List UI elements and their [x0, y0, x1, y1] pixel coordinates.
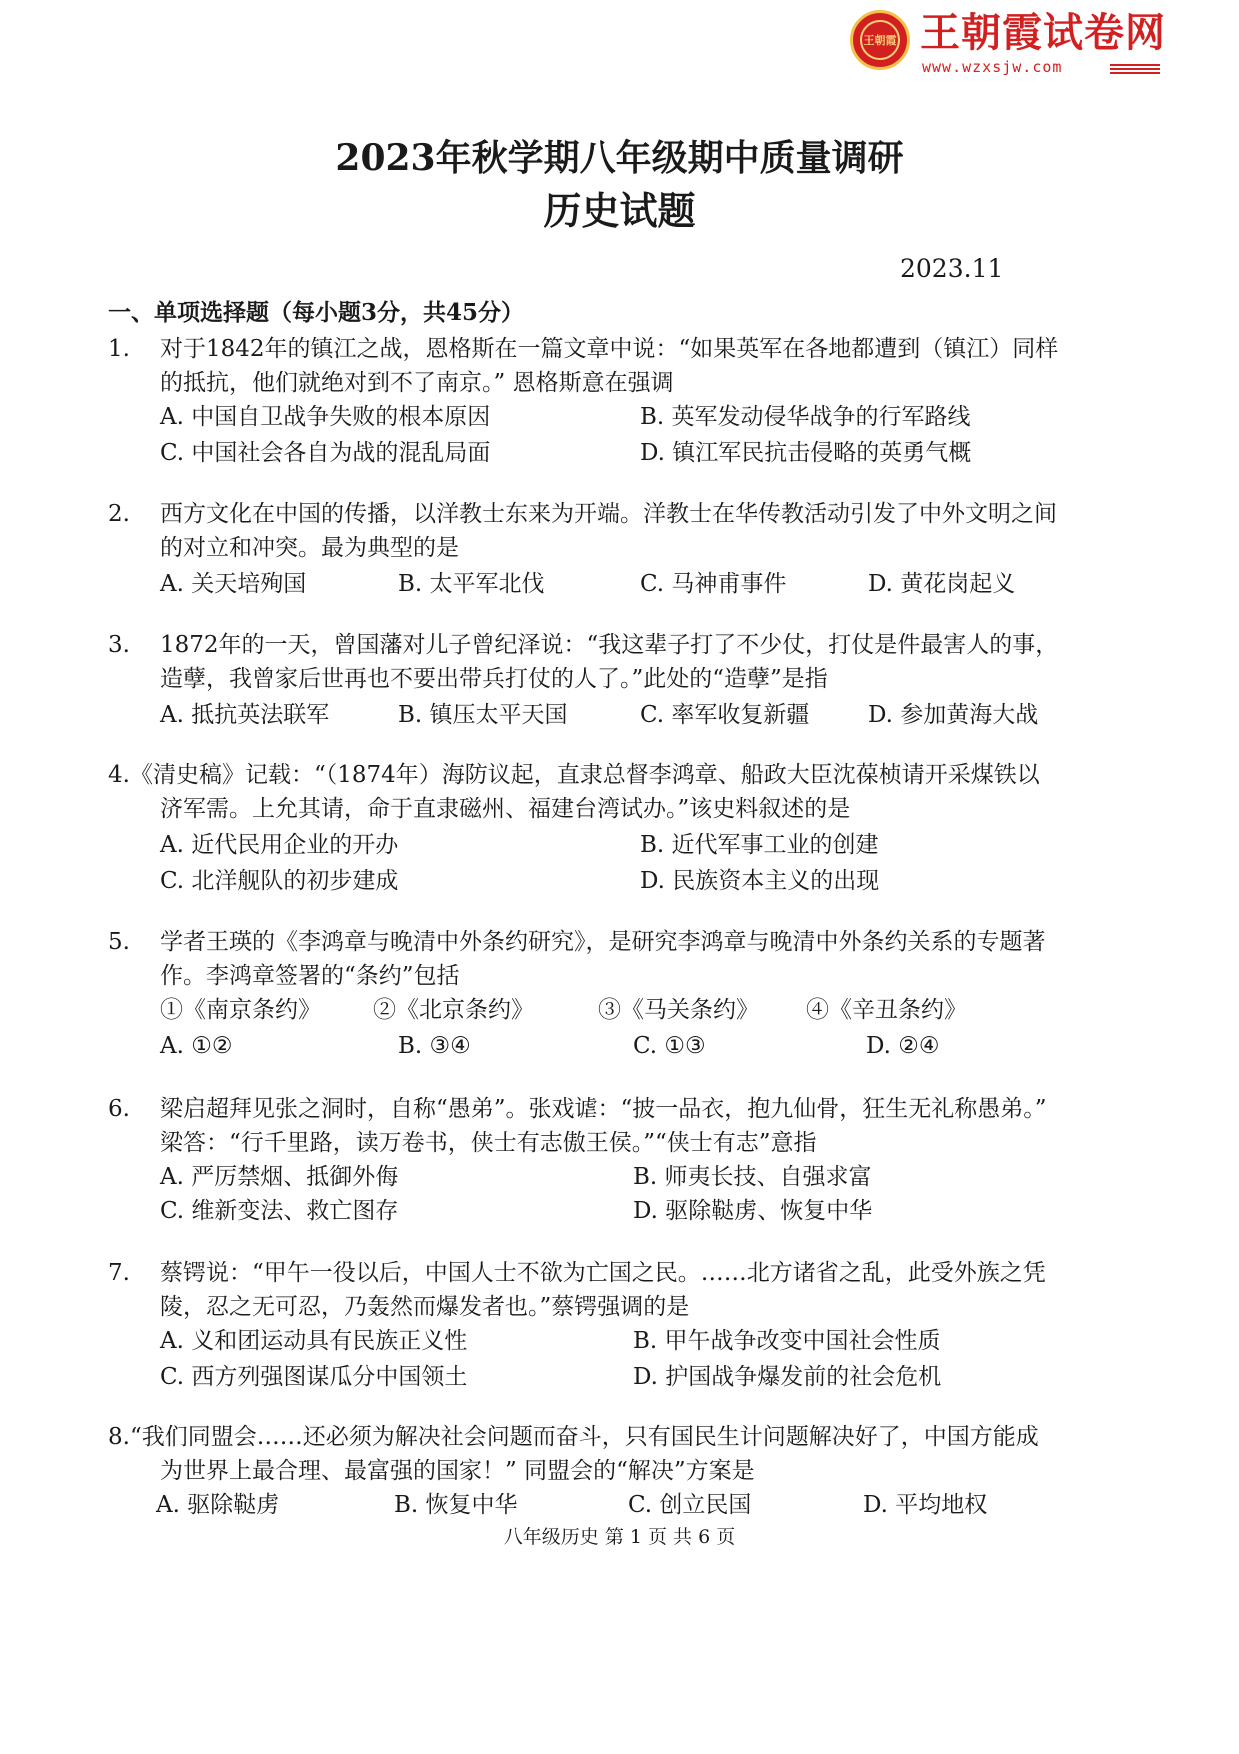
option-d[interactable]: D. 镇江军民抗击侵略的英勇气概 — [640, 440, 972, 466]
question-text: 西方文化在中国的传播，以洋教士东来为开端。洋教士在华传教活动引发了中外文明之间 — [160, 501, 1057, 527]
option-d[interactable]: D. 参加黄海大战 — [868, 702, 1039, 728]
option-c[interactable]: C. 创立民国 — [628, 1492, 752, 1518]
question-text: 陵，忍之无可忍，乃轰然而爆发者也。”蔡锷强调的是 — [160, 1294, 690, 1320]
question-6 — [108, 1092, 1098, 1224]
page-footer: 八年级历史 第 1 页 共 6 页 — [503, 1526, 736, 1548]
question-8 — [108, 1420, 1098, 1518]
option-b[interactable]: B. 英军发动侵华战争的行军路线 — [640, 404, 971, 430]
statement-3: ③《马关条约》 — [598, 997, 759, 1023]
question-text: 学者王瑛的《李鸿章与晚清中外条约研究》，是研究李鸿章与晚清中外条约关系的专题著 — [160, 929, 1046, 955]
exam-date: 2023.11 — [900, 254, 1004, 283]
option-a[interactable]: A. 关天培殉国 — [160, 571, 307, 597]
question-4 — [108, 758, 1098, 894]
option-a[interactable]: A. ①② — [160, 1033, 233, 1059]
option-d[interactable]: D. 黄花岗起义 — [868, 571, 1016, 597]
question-text: 的抵抗，他们就绝对到不了南京。” 恩格斯意在强调 — [160, 370, 674, 396]
question-5 — [108, 925, 1098, 1059]
question-number: 4. — [108, 762, 130, 788]
option-b[interactable]: B. 近代军事工业的创建 — [640, 832, 879, 858]
option-b[interactable]: B. 太平军北伐 — [398, 571, 545, 597]
question-text: 的对立和冲突。最为典型的是 — [160, 535, 459, 561]
option-c[interactable]: C. 率军收复新疆 — [640, 702, 810, 728]
option-d[interactable]: D. 平均地权 — [863, 1492, 988, 1518]
option-b[interactable]: B. 恢复中华 — [394, 1492, 518, 1518]
question-number: 5. — [108, 929, 130, 955]
logo-url: www.wzxsjw.com — [922, 58, 1063, 76]
page-title: 2023年秋学期八年级期中质量调研 — [335, 137, 904, 179]
question-text: 作。李鸿章签署的“条约”包括 — [160, 963, 460, 989]
statement-2: ②《北京条约》 — [373, 997, 534, 1023]
option-d[interactable]: D. 护国战争爆发前的社会危机 — [633, 1364, 942, 1390]
option-a[interactable]: A. 驱除鞑虏 — [156, 1492, 280, 1518]
question-text: 为世界上最合理、最富强的国家！” 同盟会的“解决”方案是 — [160, 1458, 755, 1484]
decorative-lines — [1110, 64, 1160, 76]
question-text: 济军需。上允其请，命于直隶磁州、福建台湾试办。”该史料叙述的是 — [160, 796, 851, 822]
option-d[interactable]: D. ②④ — [866, 1033, 940, 1059]
option-b[interactable]: B. 甲午战争改变中国社会性质 — [633, 1328, 941, 1354]
question-number: 3. — [108, 632, 130, 658]
option-a[interactable]: A. 义和团运动具有民族正义性 — [160, 1328, 468, 1354]
option-c[interactable]: C. ①③ — [633, 1033, 706, 1059]
question-text: “我们同盟会……还必须为解决社会问题而奋斗，只有国民生计问题解决好了，中国方能成 — [129, 1424, 1039, 1450]
option-b[interactable]: B. ③④ — [398, 1033, 471, 1059]
site-logo — [850, 10, 1170, 80]
question-number: 7. — [108, 1260, 130, 1286]
question-text: 梁答：“行千里路，读万卷书，侠士有志傲王侯。”“侠士有志”意指 — [160, 1130, 817, 1156]
option-a[interactable]: A. 严厉禁烟、抵御外侮 — [160, 1164, 399, 1190]
question-text: 对于1842年的镇江之战，恩格斯在一篇文章中说：“如果英军在各地都遭到（镇江）同样 — [160, 336, 1059, 362]
option-a[interactable]: A. 近代民用企业的开办 — [160, 832, 399, 858]
statement-4: ④《辛丑条约》 — [806, 997, 967, 1023]
question-7 — [108, 1256, 1098, 1390]
question-number: 6. — [108, 1096, 130, 1122]
option-a[interactable]: A. 抵抗英法联军 — [160, 702, 330, 728]
option-c[interactable]: C. 北洋舰队的初步建成 — [160, 868, 399, 894]
seal-text: 王朝霞 — [860, 20, 900, 60]
question-2 — [108, 497, 1098, 597]
question-text: 《清史稿》记载：“（1874年）海防议起，直隶总督李鸿章、船政大臣沈葆桢请开采煤铁以 — [129, 762, 1040, 788]
option-d[interactable]: D. 民族资本主义的出现 — [640, 868, 880, 894]
option-c[interactable]: C. 中国社会各自为战的混乱局面 — [160, 440, 491, 466]
statement-1: ①《南京条约》 — [160, 997, 321, 1023]
question-text: 造孽，我曾家后世再也不要出带兵打仗的人了。”此处的“造孽”是指 — [160, 666, 828, 692]
question-number: 1. — [108, 336, 130, 362]
option-b[interactable]: B. 镇压太平天国 — [398, 702, 568, 728]
option-d[interactable]: D. 驱除鞑虏、恢复中华 — [633, 1198, 873, 1224]
option-b[interactable]: B. 师夷长技、自强求富 — [633, 1164, 872, 1190]
option-c[interactable]: C. 马神甫事件 — [640, 571, 787, 597]
question-text: 蔡锷说：“甲午一役以后，中国人士不欲为亡国之民。……北方诸省之乱，此受外族之凭 — [160, 1260, 1046, 1286]
question-3 — [108, 628, 1098, 728]
page-subtitle: 历史试题 — [543, 188, 696, 233]
seal-icon — [850, 10, 910, 70]
option-c[interactable]: C. 维新变法、救亡图存 — [160, 1198, 399, 1224]
question-number: 2. — [108, 501, 130, 527]
option-a[interactable]: A. 中国自卫战争失败的根本原因 — [160, 404, 491, 430]
question-text: 1872年的一天，曾国藩对儿子曾纪泽说：“我这辈子打了不少仗，打仗是件最害人的事， — [160, 632, 1059, 658]
option-c[interactable]: C. 西方列强图谋瓜分中国领土 — [160, 1364, 468, 1390]
question-text: 梁启超拜见张之洞时，自称“愚弟”。张戏谑：“披一品衣，抱九仙骨，狂生无礼称愚弟。” — [160, 1096, 1047, 1122]
question-number: 8. — [108, 1424, 130, 1450]
question-1 — [108, 332, 1098, 466]
logo-name: 王朝霞试卷网 — [920, 10, 1166, 56]
section-title: 一、单项选择题（每小题3分，共45分） — [108, 299, 525, 326]
